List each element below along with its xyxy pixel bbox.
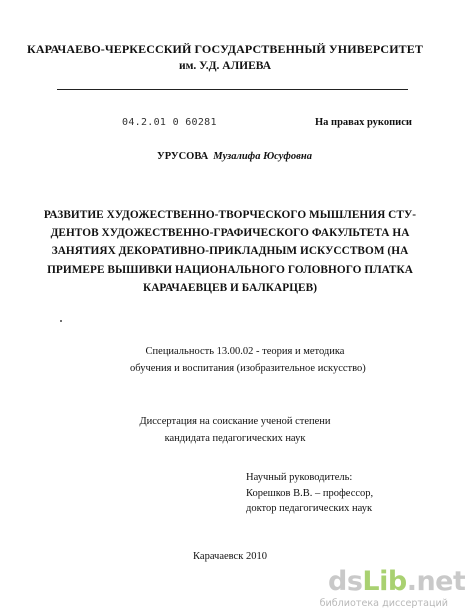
author-name (157, 151, 312, 162)
watermark-logo (318, 566, 465, 612)
supervisor-block (246, 470, 373, 517)
dissertation-title (40, 206, 420, 297)
title-line: РАЗВИТИЕ ХУДОЖЕСТВЕННО-ТВОРЧЕСКОГО МЫШЛЕНИЯ СТУ- (43, 209, 417, 221)
degree-line: кандидата педагогических наук (164, 433, 306, 444)
supervisor-line: Научный руководитель: (246, 472, 353, 483)
specialty-block (130, 344, 366, 377)
city-year: Карачаевск 2010 (193, 551, 267, 562)
header-divider (57, 89, 408, 90)
specialty-line: обучения и воспитания (изобразительное искусство) (130, 362, 366, 374)
title-line: КАРАЧАЕВЦЕВ И БАЛКАРЦЕВ) (142, 281, 318, 294)
university-name: КАРАЧАЕВО-ЧЕРКЕССКИЙ ГОСУДАРСТВЕННЫЙ УНИВЕРСИТЕТ (27, 42, 423, 56)
author-surname: УРУСОВА (157, 151, 209, 162)
stamp-number: 04.2.01 0 60281 (122, 117, 217, 128)
title-line: ЗАНЯТИЯХ ДЕКОРАТИВНО-ПРИКЛАДНЫМ ИСКУССТВОМ (НА (51, 245, 409, 258)
degree-line: Диссертация на соискание ученой степени (139, 416, 331, 427)
watermark-net: .net (406, 566, 465, 597)
author-given-names: Музалифа Юсуфовна (213, 151, 312, 162)
watermark-ds: ds (328, 566, 363, 597)
specialty-line: Специальность 13.00.02 - теория и методика (145, 346, 345, 357)
watermark-subtitle: библиотека диссертаций (319, 598, 448, 609)
title-line: ПРИМЕРЕ ВЫШИВКИ НАЦИОНАЛЬНОГО ГОЛОВНОГО ПЛАТКА (47, 263, 413, 276)
degree-block (125, 413, 345, 447)
title-line: ДЕНТОВ ХУДОЖЕСТВЕННО-ГРАФИЧЕСКОГО ФАКУЛЬТЕТА НА (50, 227, 410, 240)
supervisor-line: доктор педагогических наук (246, 503, 373, 514)
rights-note: На правах рукописи (315, 117, 412, 128)
speck-mark (60, 320, 62, 322)
watermark-wordmark (328, 566, 465, 597)
supervisor-line: Корешков В.В. – профессор, (246, 487, 374, 499)
watermark-lib: Lib (362, 566, 407, 597)
university-named-after: им. У.Д. АЛИЕВА (178, 60, 272, 72)
